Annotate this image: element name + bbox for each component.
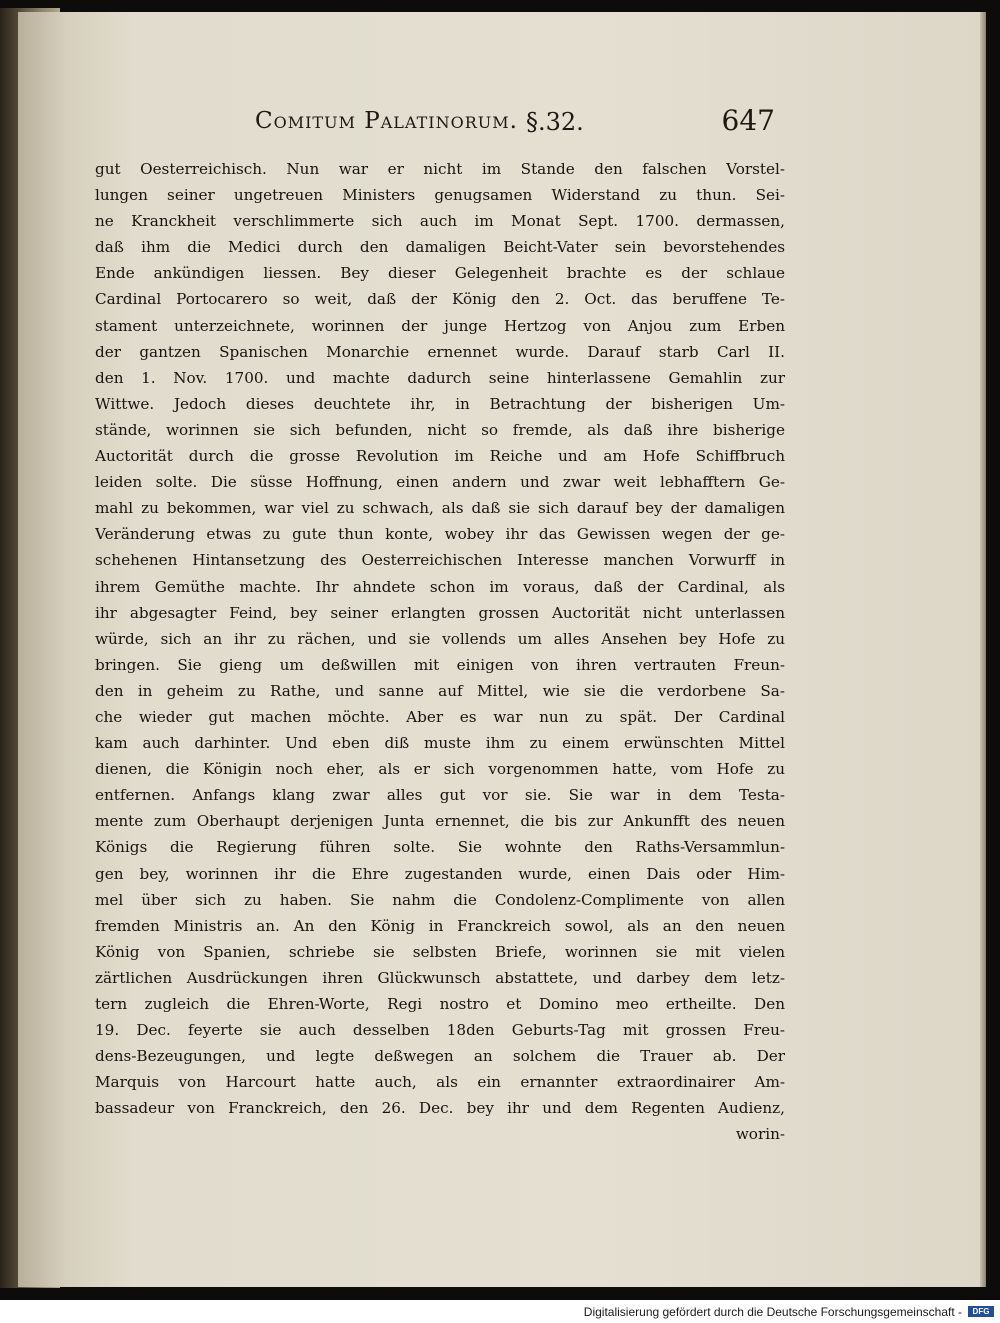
text-line: Cardinal Portocarero so weit, daß der König den 2. Oct. das beruffene Te-	[95, 290, 785, 309]
text-line: kam auch darhinter. Und eben diß muste ihm zu einem erwünschten Mittel	[95, 734, 785, 753]
dfg-logo-icon: DFG	[968, 1306, 994, 1317]
text-line: würde, sich an ihr zu rächen, und sie vollends um alles Ansehen bey Hofe zu	[95, 629, 785, 648]
text-line: stament unterzeichnete, worinnen der junge Hertzog von Anjou zum Erben	[95, 316, 785, 335]
text-line: ne Kranckheit verschlimmerte sich auch im Monat Sept. 1700. dermassen,	[95, 212, 785, 231]
text-line: Auctorität durch die grosse Revolution im Reiche und am Hofe Schiffbruch	[95, 447, 785, 466]
text-line: mahl zu bekommen, war viel zu schwach, als daß sie sich darauf bey der damaligen	[95, 499, 785, 518]
text-line: schehenen Hintansetzung des Oesterreichischen Interesse manchen Vorwurff in	[95, 551, 785, 570]
text-line: zärtlichen Ausdrückungen ihren Glückwunsch abstattete, und darbey dem letz-	[95, 968, 785, 987]
text-line: Wittwe. Jedoch dieses deuchtete ihr, in Betrachtung der bisherigen Um-	[95, 394, 785, 413]
text-line: tern zugleich die Ehren-Worte, Regi nostro et Domino meo ertheilte. Den	[95, 995, 785, 1013]
text-line: lungen seiner ungetreuen Ministers genugsamen Widerstand zu thun. Sei-	[95, 186, 785, 205]
text-line: stände, worinnen sie sich befunden, nicht so fremde, als daß ihre bisherige	[95, 420, 785, 439]
text-line: mente zum Oberhaupt derjenigen Junta ernennet, die bis zur Ankunfft des neuen	[95, 812, 785, 831]
text-line: che wieder gut machen möchte. Aber es war nun zu spät. Der Cardinal	[95, 707, 785, 726]
text-line: ihr abgesagter Feind, bey seiner erlangten grossen Auctorität nicht unterlassen	[95, 603, 785, 622]
text-line: daß ihm die Medici durch den damaligen Beicht-Vater sein bevorstehendes	[95, 238, 785, 257]
text-line: Veränderung etwas zu gute thun konte, wobey ihr das Gewissen wegen der ge-	[95, 525, 785, 544]
text-line: gut Oesterreichisch. Nun war er nicht im Stande den falschen Vorstel-	[95, 160, 785, 178]
funding-credit: Digitalisierung gefördert durch die Deutsche Forschungsgemeinschaft -	[583, 1305, 962, 1319]
text-line: entfernen. Anfangs klang zwar alles gut vor sie. Sie war in dem Testa-	[95, 786, 785, 805]
text-line: 19. Dec. feyerte sie auch desselben 18den Geburts-Tag mit grossen Freu-	[95, 1021, 785, 1040]
text-line: fremden Ministris an. An den König in Franckreich sowol, als an den neuen	[95, 916, 785, 935]
text-line: bassadeur von Franckreich, den 26. Dec. bey ihr und dem Regenten Audienz,	[95, 1099, 785, 1118]
page-edge	[980, 12, 986, 1287]
body-text	[95, 156, 785, 1148]
page-number: 647	[721, 104, 775, 137]
section-mark: §.32.	[526, 108, 584, 136]
text-line: den in geheim zu Rathe, und sanne auf Mittel, wie sie die verdorbene Sa-	[95, 681, 785, 700]
text-line: gen bey, worinnen ihr die Ehre zugestanden wurde, einen Dais oder Him-	[95, 864, 785, 883]
catchword: worin-	[735, 1125, 785, 1144]
page-header	[95, 102, 785, 146]
text-line: König von Spanien, schriebe sie selbsten Briefe, worinnen sie mit vielen	[95, 942, 785, 961]
text-line: dens-Bezeugungen, und legte deßwegen an solchem die Trauer ab. Der	[95, 1047, 785, 1066]
running-head: Comitum Palatinorum.	[255, 108, 518, 134]
text-line: leiden solte. Die süsse Hoffnung, einen andern und zwar weit lebhafftern Ge-	[95, 473, 785, 492]
text-line: ihrem Gemüthe machte. Ihr ahndete schon im voraus, daß der Cardinal, als	[95, 577, 785, 596]
text-line: den 1. Nov. 1700. und machte dadurch seine hinterlassene Gemahlin zur	[95, 368, 785, 387]
digitization-footer	[0, 1300, 1000, 1323]
text-line: dienen, die Königin noch eher, als er sich vorgenommen hatte, vom Hofe zu	[95, 760, 785, 779]
text-line: der gantzen Spanischen Monarchie ernennet wurde. Darauf starb Carl II.	[95, 342, 785, 361]
text-line: Königs die Regierung führen solte. Sie wohnte den Raths-Versammlun-	[95, 838, 785, 857]
text-line: mel über sich zu haben. Sie nahm die Condolenz-Complimente von allen	[95, 890, 785, 909]
text-line: bringen. Sie gieng um deßwillen mit einigen von ihren vertrauten Freun-	[95, 655, 785, 674]
text-line: Marquis von Harcourt hatte auch, als ein ernannter extraordinairer Am-	[95, 1073, 785, 1092]
text-line: Ende ankündigen liessen. Bey dieser Gelegenheit brachte es der schlaue	[95, 264, 785, 283]
